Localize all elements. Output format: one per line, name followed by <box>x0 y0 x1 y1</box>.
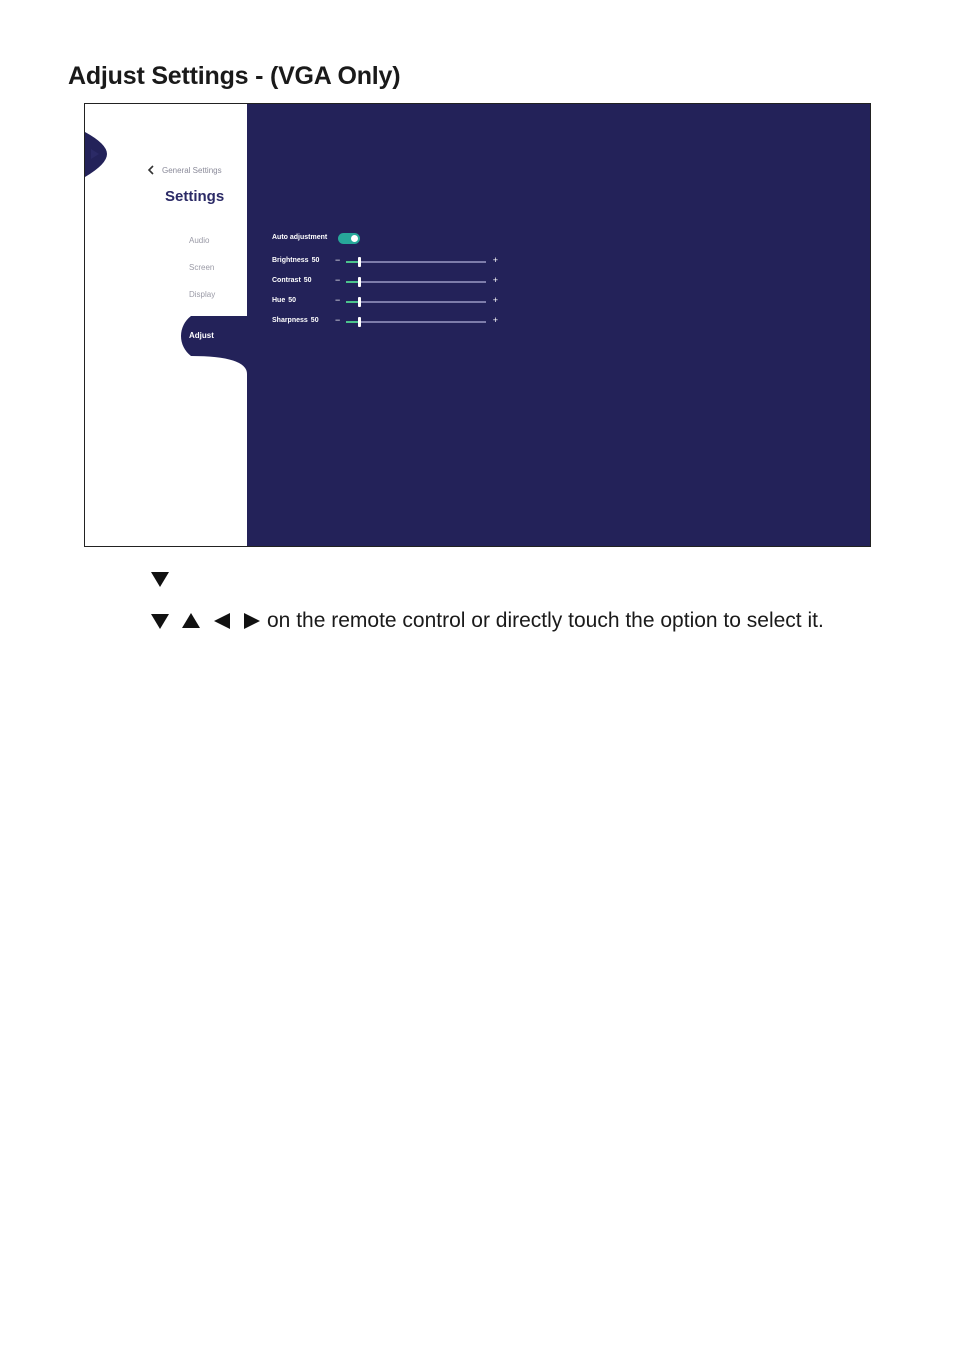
auto-adjustment-toggle[interactable] <box>338 233 360 244</box>
back-link[interactable] <box>147 165 222 175</box>
sidebar-item-screen[interactable]: Screen <box>189 263 215 272</box>
sidebar-item-audio[interactable]: Audio <box>189 236 210 245</box>
contrast-slider-track[interactable] <box>346 281 486 283</box>
sidebar-item-adjust[interactable]: Adjust <box>189 331 214 340</box>
triangle-down-icon <box>150 612 170 630</box>
sidebar-title: Settings <box>165 188 225 205</box>
brightness-minus-button[interactable]: − <box>335 255 341 265</box>
toggle-knob <box>351 235 358 242</box>
triangle-right-icon <box>243 612 261 630</box>
auto-adjustment-label: Auto adjustment <box>272 234 328 241</box>
hue-plus-button[interactable]: + <box>492 295 498 305</box>
contrast-value: 50 <box>303 277 312 284</box>
sharpness-minus-button[interactable]: − <box>335 315 341 325</box>
sidebar-item-display[interactable]: Display <box>189 290 216 299</box>
brightness-value: 50 <box>311 257 320 264</box>
contrast-slider-thumb[interactable] <box>358 277 361 287</box>
back-link-label: General Settings <box>162 165 222 175</box>
sharpness-slider-fill <box>346 321 359 323</box>
instruction-text: on the remote control or directly touch the option to select it. <box>267 609 824 632</box>
triangle-up-icon <box>181 612 201 630</box>
hue-minus-button[interactable]: − <box>335 295 341 305</box>
hue-label-text: Hue <box>272 297 286 304</box>
hue-slider-fill <box>346 301 359 303</box>
brightness-slider-thumb[interactable] <box>358 257 361 267</box>
hue-slider-track[interactable] <box>346 301 486 303</box>
contrast-plus-button[interactable]: + <box>492 275 498 285</box>
expand-arrow-icon[interactable] <box>89 148 101 160</box>
brightness-plus-button[interactable]: + <box>492 255 498 265</box>
sharpness-slider-row <box>334 317 498 327</box>
contrast-minus-button[interactable]: − <box>335 275 341 285</box>
triangle-down-icon <box>150 570 170 588</box>
instruction-line-2 <box>150 609 824 633</box>
brightness-label-text: Brightness <box>272 257 309 264</box>
hue-slider-row <box>334 297 498 307</box>
settings-screenshot <box>84 103 871 547</box>
brightness-slider-fill <box>346 261 359 263</box>
sharpness-value: 50 <box>310 317 319 324</box>
sharpness-slider-thumb[interactable] <box>358 317 361 327</box>
triangle-left-icon <box>212 612 232 630</box>
contrast-label-text: Contrast <box>272 277 301 284</box>
sharpness-plus-button[interactable]: + <box>492 315 498 325</box>
contrast-label <box>272 277 312 284</box>
brightness-label <box>272 257 319 264</box>
hue-slider-thumb[interactable] <box>358 297 361 307</box>
brightness-slider-row <box>334 257 498 267</box>
hue-value: 50 <box>288 297 297 304</box>
sharpness-label-text: Sharpness <box>272 317 308 324</box>
page-heading: Adjust Settings - (VGA Only) <box>68 62 401 90</box>
brightness-slider-track[interactable] <box>346 261 486 263</box>
sharpness-label <box>272 317 319 324</box>
contrast-slider-fill <box>346 281 359 283</box>
instruction-line-1 <box>150 570 181 588</box>
sharpness-slider-track[interactable] <box>346 321 486 323</box>
contrast-slider-row <box>334 277 498 287</box>
chevron-left-icon <box>147 165 154 175</box>
hue-label <box>272 297 296 304</box>
